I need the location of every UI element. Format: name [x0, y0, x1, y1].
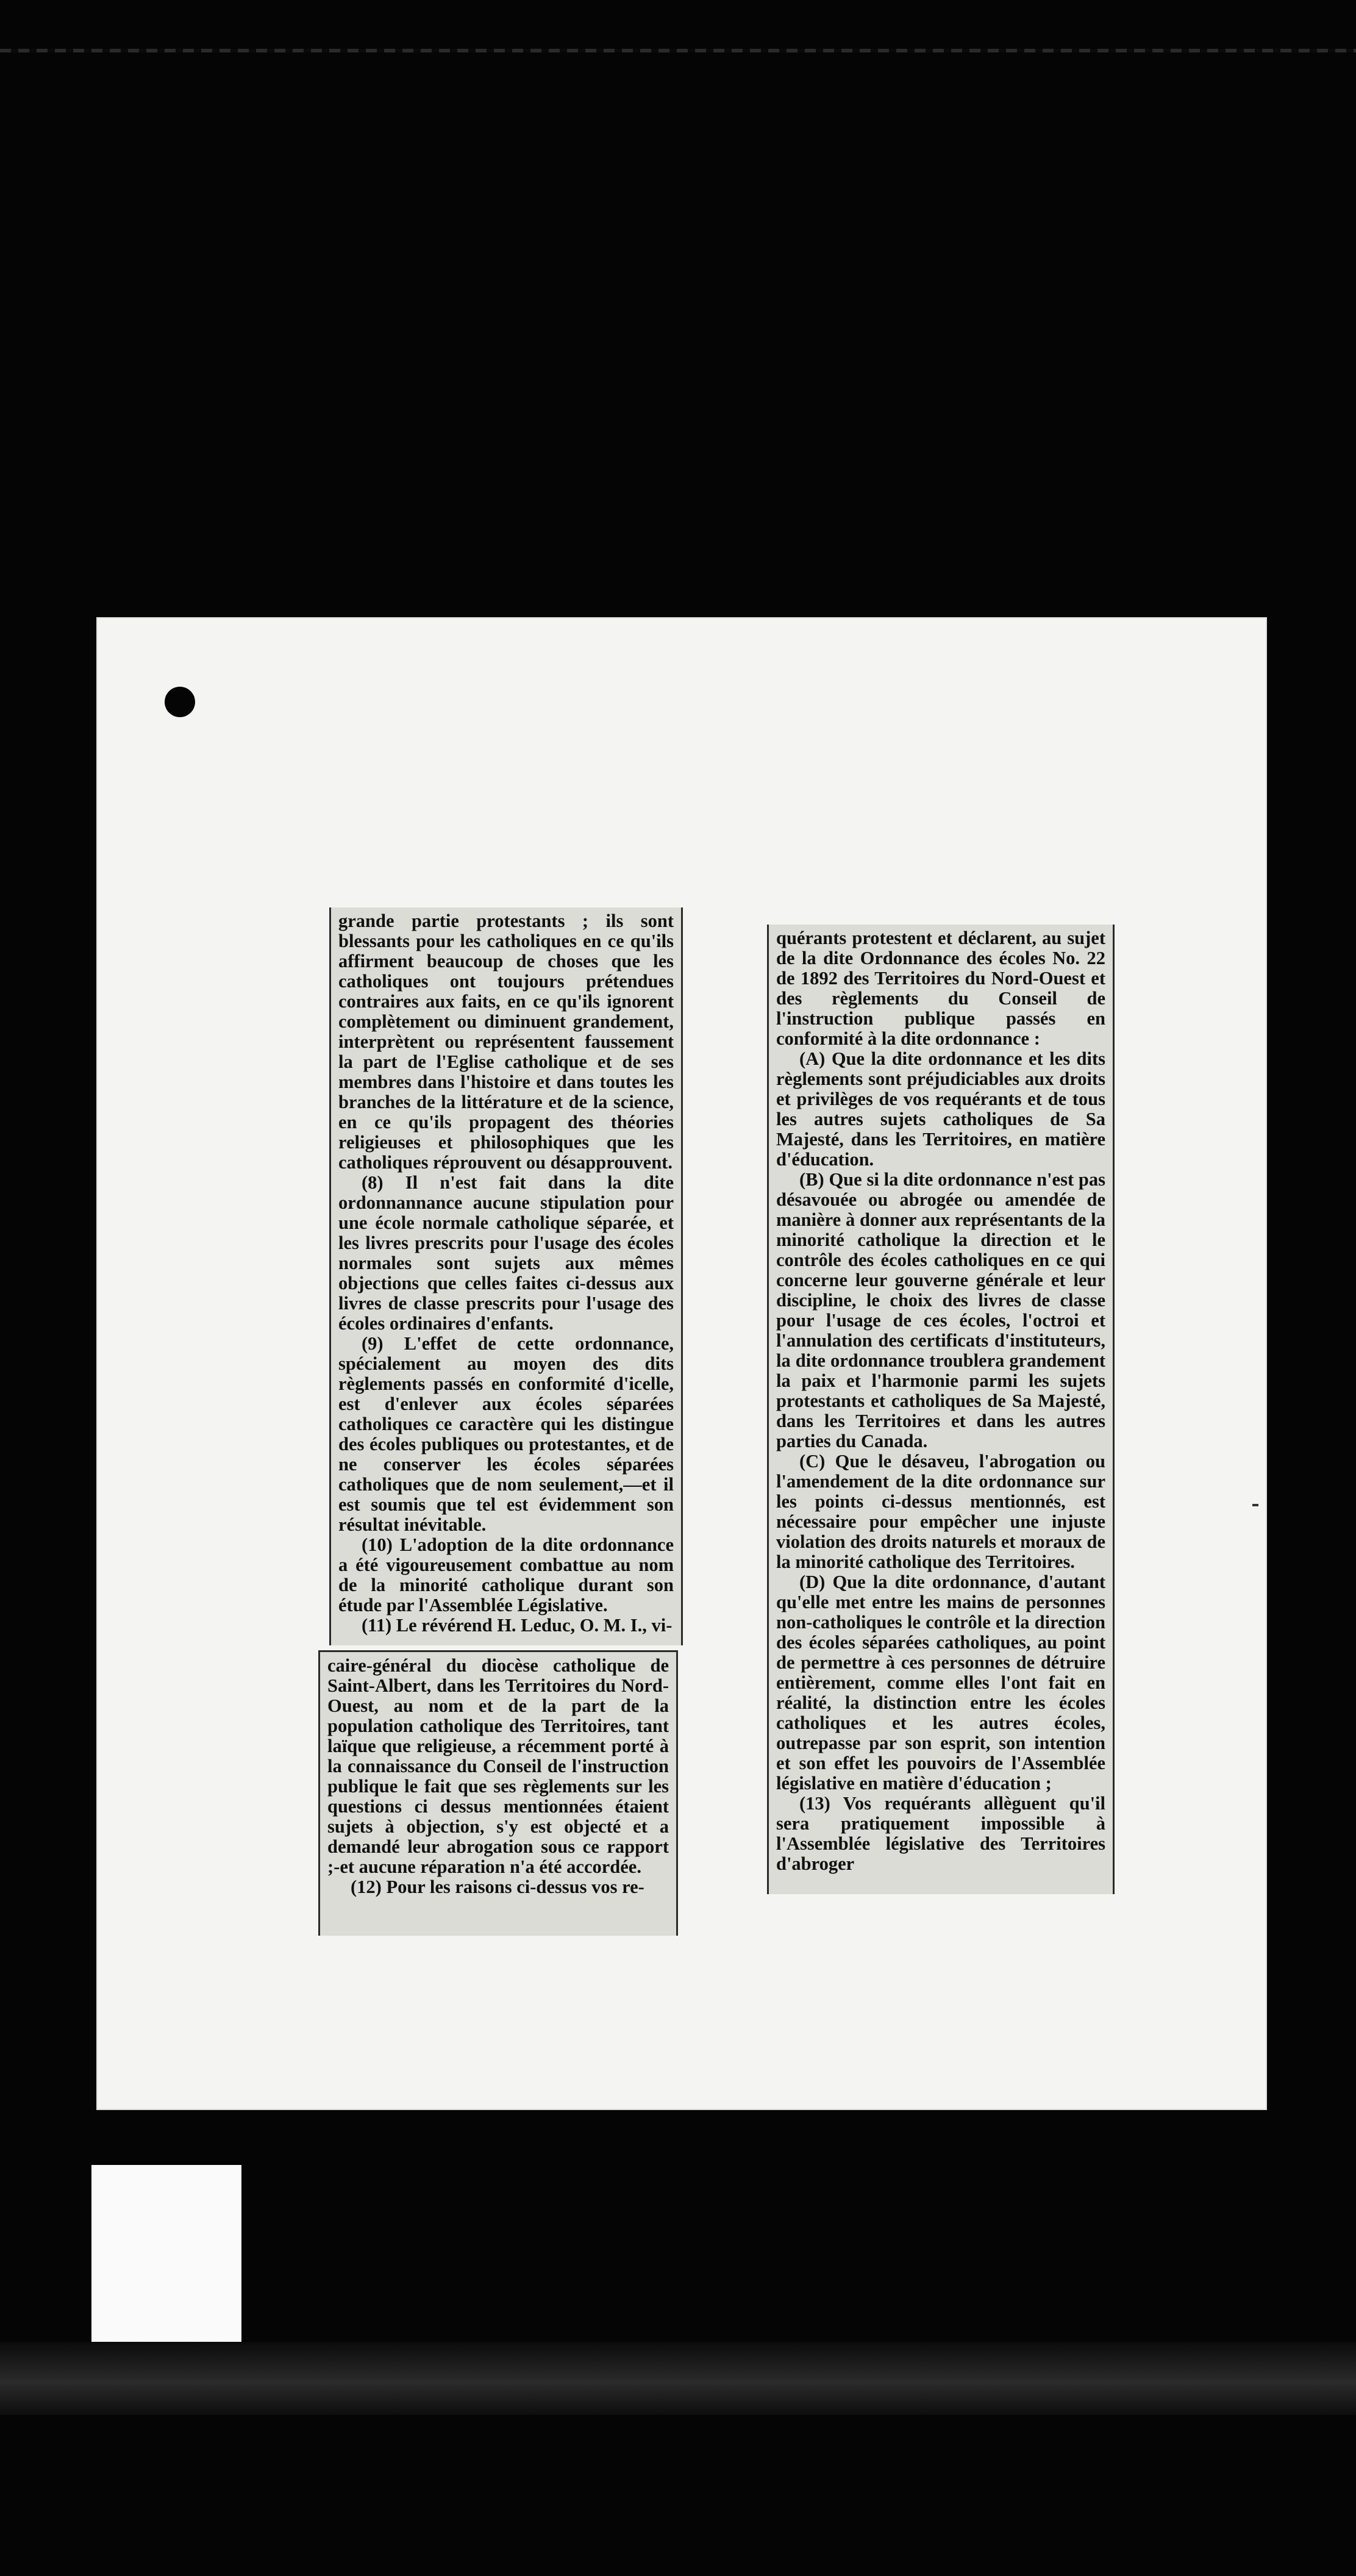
- paragraph: caire-général du diocèse catholique de Saint-Albert, dans les Territoires du Nord-Ouest, au nom et de la part de la population catholique des Territoires, tant laïque que religieuse, a récemment porté à la connaissance du Conseil de l'instruction publique le fait que ses règlements sur les questions ci dessus mentionnées étaient sujets à objection, s'y est objecté et a demandé leur abrogation sous ce rapport ;-et aucune réparation n'a été accordée.: [327, 1655, 669, 1877]
- paragraph: (B) Que si la dite ordonnance n'est pas désavouée ou abrogée ou amendée de manière à donner aux représentants de la minorité catholique la direction et le contrôle des écoles catholiques en ce qui concerne leur gouverne générale et leur discipline, le choix des livres de classe pour l'usage de ces écoles, l'octroi et l'annulation des certificats d'instituteurs, la dite ordonnance troublera grandement la paix et l'harmonie parmi les sujets protestants et catholiques de Sa Majesté, dans les Territoires et dans les autres parties du Canada.: [776, 1169, 1105, 1451]
- paragraph: (12) Pour les raisons ci-dessus vos re-: [351, 1877, 644, 1897]
- paragraph: (11) Le révérend H. Leduc, O. M. I., vi-: [362, 1615, 673, 1636]
- scanner-bed-gradient: [0, 2342, 1356, 2415]
- paragraph: (9) L'effet de cette ordonnance, spécialement au moyen des dits règlements passés en conformité d'icelle, est d'enlever aux écoles séparées catholiques ce caractère qui les distingue des écoles publiques ou protestantes, et de ne conserver les écoles séparées catholiques que de nom seulement,—et il est soumis que tel est évidemment son résultat inévitable.: [338, 1333, 674, 1535]
- paragraph: (8) Il n'est fait dans la dite ordonnannance aucune stipulation pour une école normale catholique séparée, et les livres prescrits pour l'usage des écoles normales sont sujets aux mêmes objections que celles faites ci-dessus aux livres de classe prescrits pour l'usage des écoles ordinaires d'enfants.: [338, 1172, 674, 1334]
- clipping-left-top: [329, 907, 683, 1645]
- paragraph: (13) Vos requérants allèguent qu'il sera pratiquement impossible à l'Assemblée législative des Territoires d'abroger: [776, 1793, 1105, 1874]
- paragraph: (D) Que la dite ordonnance, d'autant qu'elle met entre les mains de personnes non-catholiques le contrôle et la direction des écoles séparées catholiques, au point de permettre à ces personnes de détruire entièrement, comme elles l'ont fait en réalité, la distinction entre les écoles catholiques et les autres écoles, outrepasse par son esprit, son intention et son effet les pouvoirs de l'Assemblée législative en matière d'éducation ;: [776, 1572, 1105, 1794]
- clipping-left-bottom: [318, 1650, 678, 1936]
- punch-hole: [165, 687, 195, 717]
- page-mark: [1252, 1504, 1258, 1506]
- scan-edge-line: [0, 49, 1356, 52]
- clipping-right: [767, 925, 1115, 1894]
- paragraph: quérants protestent et déclarent, au sujet de la dite Ordonnance des écoles No. 22 de 1892 des Territoires du Nord-Ouest et des règlements du Conseil de l'instruction publique passés en conformité à la dite ordonnance :: [776, 928, 1105, 1049]
- paragraph: grande partie protestants ; ils sont blessants pour les catholiques en ce qu'ils affirment beaucoup de choses que les catholiques ont toujours prétendues contraires aux faits, en ce qu'ils ignorent complètement ou diminuent grandement, interprètent ou représentent faussement la part de l'Eglise catholique et de ses membres dans l'histoire et dans toutes les branches de la littérature et de la science, en ce qu'ils propagent des théories religieuses et philosophiques que les catholiques réprouvent ou désapprouvent.: [338, 911, 674, 1173]
- paragraph: (A) Que la dite ordonnance et les dits règlements sont préjudiciables aux droits et privilèges de vos requérants et de tous les autres sujets catholiques de Sa Majesté, dans les Territoires, en matière d'éducation.: [776, 1048, 1105, 1170]
- paragraph: (10) L'adoption de la dite ordonnance a été vigoureusement combattue au nom de la minorité catholique durant son étude par l'Assemblée Législative.: [338, 1534, 674, 1615]
- paragraph: (C) Que le désaveu, l'abrogation ou l'amendement de la dite ordonnance sur les points ci-dessus mentionnés, est nécessaire pour empêcher une injuste violation des droits naturels et moraux de la minorité catholique des Territoires.: [776, 1451, 1105, 1572]
